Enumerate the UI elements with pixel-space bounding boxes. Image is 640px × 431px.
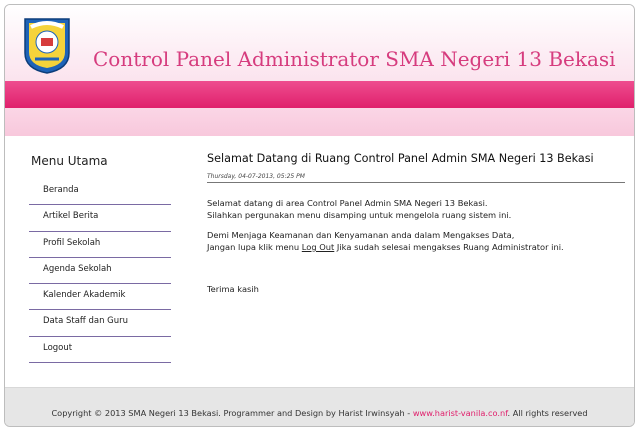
- sidebar-item-artikel-berita[interactable]: Artikel Berita: [29, 205, 171, 231]
- header-band-light: [5, 108, 634, 136]
- security-line-1: Demi Menjaga Keamanan dan Kenyamanan anda dalam Mengakses Data,: [207, 230, 515, 240]
- sidebar-item-kalender-akademik[interactable]: Kalender Akademik: [29, 284, 171, 310]
- welcome-paragraph: [207, 197, 627, 221]
- security-line-2-post: Jika sudah selesai mengakses Ruang Administrator ini.: [334, 242, 564, 252]
- sidebar-menu: [29, 179, 171, 363]
- sidebar-item-profil-sekolah[interactable]: Profil Sekolah: [29, 232, 171, 258]
- page-title: Selamat Datang di Ruang Control Panel Admin SMA Negeri 13 Bekasi: [207, 152, 594, 165]
- sidebar-item-logout[interactable]: Logout: [29, 337, 171, 363]
- sidebar-title: Menu Utama: [31, 154, 108, 168]
- welcome-text: [207, 197, 627, 295]
- sidebar-item-data-staff-guru[interactable]: Data Staff dan Guru: [29, 310, 171, 336]
- footer-link[interactable]: www.harist-vanila.co.nf: [412, 408, 508, 418]
- footer-copyright: Copyright © 2013 SMA Negeri 13 Bekasi. Programmer and Design by Harist Irwinsyah -: [51, 408, 413, 418]
- sidebar-item-agenda-sekolah[interactable]: Agenda Sekolah: [29, 258, 171, 284]
- header-band: [5, 81, 634, 108]
- page-frame: [4, 4, 635, 427]
- header: [5, 5, 634, 81]
- security-line-2-pre: Jangan lupa klik menu: [207, 242, 302, 252]
- thanks-text: Terima kasih: [207, 284, 259, 294]
- site-title: Control Panel Administrator SMA Negeri 13 Bekasi: [93, 47, 616, 71]
- sidebar-item-beranda[interactable]: Beranda: [29, 179, 171, 205]
- school-logo-icon: [21, 13, 73, 75]
- main-content: [207, 150, 627, 295]
- footer: [5, 387, 634, 427]
- logout-link[interactable]: Log Out: [301, 242, 335, 252]
- welcome-line-2: Silahkan pergunakan menu disamping untuk mengelola ruang sistem ini.: [207, 210, 512, 220]
- welcome-line-1: Selamat datang di area Control Panel Admin SMA Negeri 13 Bekasi.: [207, 198, 488, 208]
- security-paragraph: [207, 229, 627, 253]
- post-date: Thursday, 04-07-2013, 05:25 PM: [207, 173, 625, 183]
- footer-rights: . All rights reserved: [507, 408, 588, 418]
- sidebar: [29, 151, 171, 363]
